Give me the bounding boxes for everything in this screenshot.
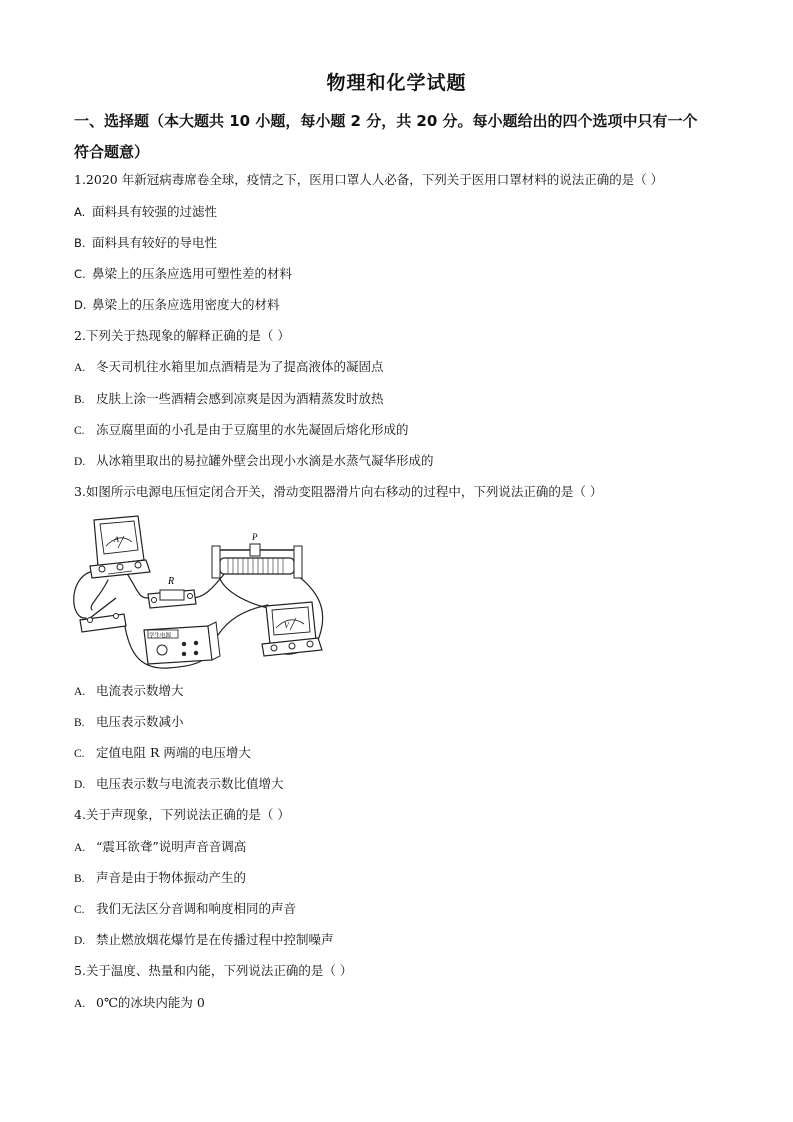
voltmeter-icon — [262, 602, 322, 656]
wire — [218, 570, 278, 610]
resistor-label: R — [168, 576, 175, 587]
section-header — [74, 106, 724, 168]
ammeter-label: A — [114, 535, 119, 544]
rheostat-icon — [212, 532, 302, 578]
option-text: 面料具有较好的导电性 — [92, 235, 218, 250]
question-1-stem: 1.2020 年新冠病毒席卷全球，疫情之下，医用口罩人人必备，下列关于医用口罩材料的说法正确的是（ ） — [74, 172, 664, 187]
option-letter: D. — [74, 456, 86, 468]
question-3-option-a — [74, 682, 184, 701]
power-supply-icon — [144, 622, 220, 664]
question-5-stem: 5.关于温度、热量和内能，下列说法正确的是（ ） — [74, 963, 353, 978]
voltmeter-label: V — [284, 621, 289, 630]
wire — [126, 572, 148, 598]
question-3-option-c — [74, 744, 251, 763]
option-letter: D. — [74, 779, 86, 791]
option-letter: B. — [74, 236, 86, 250]
option-letter: C. — [74, 748, 85, 760]
option-letter: A. — [74, 362, 86, 374]
option-text: 皮肤上涂一些酒精会感到凉爽是因为酒精蒸发时放热 — [96, 391, 384, 406]
switch-icon — [80, 598, 126, 632]
question-4-stem: 4.关于声现象，下列说法正确的是（ ） — [74, 807, 290, 822]
question-3-option-d — [74, 775, 284, 794]
wire — [74, 572, 90, 618]
question-1-option-d — [74, 296, 280, 314]
option-letter: B. — [74, 394, 85, 406]
question-1-option-c — [74, 265, 292, 283]
question-3-stem: 3.如图所示电源电压恒定闭合开关，滑动变阻器滑片向右移动的过程中，下列说法正确的是（ ） — [74, 484, 603, 499]
question-2-option-c — [74, 421, 409, 440]
question-5-option-a — [74, 994, 205, 1013]
question-3-option-b — [74, 713, 184, 732]
option-text: 0℃的冰块内能为 0 — [96, 995, 205, 1010]
page-title: 物理和化学试题 — [326, 72, 467, 94]
wire — [218, 605, 268, 635]
option-letter: B. — [74, 717, 85, 729]
slider-label: P — [252, 532, 258, 542]
option-text: 禁止燃放烟花爆竹是在传播过程中控制噪声 — [96, 932, 334, 947]
resistor-icon — [148, 576, 196, 608]
option-text: 定值电阻 R 两端的电压增大 — [96, 745, 251, 760]
option-text: 从冰箱里取出的易拉罐外壁会出现小水滴是水蒸气凝华形成的 — [96, 453, 434, 468]
option-letter: C. — [74, 904, 85, 916]
option-letter: A. — [74, 686, 86, 698]
circuit-diagram — [68, 510, 332, 670]
option-text: 面料具有较强的过滤性 — [92, 204, 218, 219]
section-header-line-2: 符合题意） — [74, 143, 150, 161]
option-text: “震耳欲聋”说明声音音调高 — [96, 839, 247, 854]
question-1-option-a — [74, 203, 217, 221]
question-4-option-b — [74, 869, 246, 888]
option-text: 声音是由于物体振动产生的 — [96, 870, 247, 885]
question-1-option-b — [74, 234, 217, 252]
option-text: 鼻梁上的压条应选用可塑性差的材料 — [92, 266, 293, 281]
option-text: 电压表示数与电流表示数比值增大 — [96, 776, 284, 791]
option-text: 电压表示数减小 — [96, 714, 184, 729]
power-supply-label: 学生电源 — [149, 633, 172, 639]
question-4-option-a — [74, 838, 246, 857]
option-text: 我们无法区分音调和响度相同的声音 — [96, 901, 297, 916]
option-letter: B. — [74, 873, 85, 885]
option-letter: D. — [74, 935, 86, 947]
option-letter: D. — [74, 298, 87, 312]
question-2-stem: 2.下列关于热现象的解释正确的是（ ） — [74, 328, 290, 343]
option-letter: A. — [74, 998, 86, 1010]
option-text: 电流表示数增大 — [96, 683, 184, 698]
option-text: 鼻梁上的压条应选用密度大的材料 — [92, 297, 280, 312]
question-2-option-b — [74, 390, 384, 409]
option-text: 冻豆腐里面的小孔是由于豆腐里的水先凝固后熔化形成的 — [96, 422, 409, 437]
option-letter: C. — [74, 425, 85, 437]
question-2-option-d — [74, 452, 434, 471]
question-4-option-c — [74, 900, 296, 919]
option-letter: C. — [74, 267, 86, 281]
option-letter: A. — [74, 205, 86, 219]
option-text: 冬天司机往水箱里加点酒精是为了提高液体的凝固点 — [96, 359, 384, 374]
question-2-option-a — [74, 358, 384, 377]
ammeter-icon — [90, 516, 150, 578]
section-header-line-1: 一、选择题（本大题共 10 小题，每小题 2 分，共 20 分。每小题给出的四个选项中只有一个 — [74, 112, 698, 130]
question-4-option-d — [74, 931, 334, 950]
option-letter: A. — [74, 842, 86, 854]
